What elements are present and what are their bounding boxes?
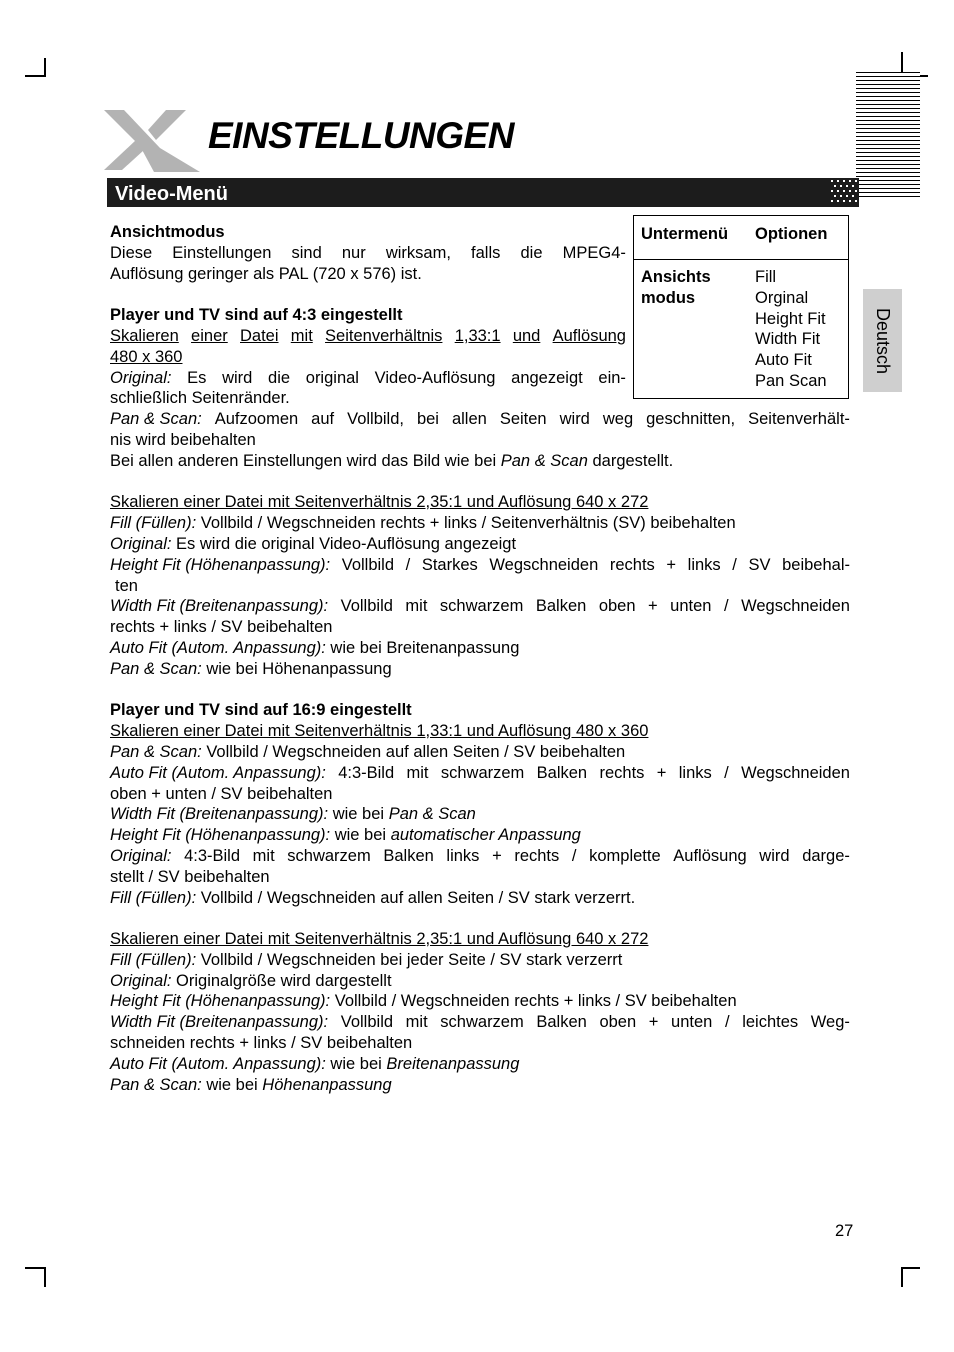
paragraph-line: Fill (Füllen): Vollbild / Wegschneiden auf allen Seiten / SV stark verzerrt. [110,888,636,907]
crop-mark-bottom-right [901,1267,920,1269]
paragraph-line: Original: Es wird die original Video-Auflösung angezeigt [110,534,517,553]
paragraph-line: rechts + links / SV beibehalten [110,618,333,637]
crop-mark-bottom-right-v [901,1267,903,1287]
paragraph-line: Pan & Scan: wie bei Höhenanpassung [110,659,392,678]
crop-mark-top-left-h [25,75,46,77]
paragraph-line: schneiden rechts + links / SV beibehalten [110,1034,413,1053]
table-row-label-1: Ansichts [641,268,711,286]
paragraph-line: Pan & Scan: Aufzoomen auf Vollbild, bei allen Seiten wird weg geschnitten, Seitenverhält- [110,410,850,429]
subheading-line: Skalieren einer Datei mit Seitenverhältnis 1,33:1 und Auflösung 480 x 360 [110,722,649,741]
option-item: Orginal [755,288,809,307]
paragraph-line: Fill (Füllen): Vollbild / Wegschneiden rechts + links / Seitenverhältnis (SV) beibehalten [110,514,736,533]
subheading-line: Skalieren einer Datei mit Seitenverhältnis 2,35:1 und Auflösung 640 x 272 [110,930,649,949]
paragraph-line: Height Fit (Höhenanpassung): wie bei automatischer Anpassung [110,826,581,845]
subheading-line: Skalieren einer Datei mit Seitenverhältnis 1,33:1 und Auflösung [110,326,626,345]
paragraph-line: Width Fit (Breitenanpassung): wie bei Pan & Scan [110,805,476,824]
heading-ansichtmodus: Ansichtmodus [110,223,225,241]
subheading-line: 480 x 360 [110,347,183,366]
language-tab-label: Deutsch [872,307,893,374]
paragraph-line: ten [115,576,138,595]
language-tab [863,289,902,392]
paragraph-line: Pan & Scan: Vollbild / Wegschneiden auf allen Seiten / SV beibehalten [110,742,626,761]
crop-mark-bottom-left [25,1267,46,1269]
paragraph-line: Diese Einstellungen sind nur wirksam, falls die MPEG4- [110,243,626,262]
paragraph-line: Auflösung geringer als PAL (720 x 576) ist. [110,264,422,283]
paragraph-line: nis wird beibehalten [110,430,256,449]
table-row-label-2: modus [641,289,696,307]
paragraph-line: Original: Originalgröße wird dargestellt [110,971,392,990]
table-header-submenu: Untermenü [641,225,729,243]
paragraph-line: Original: 4:3-Bild mit schwarzem Balken links + rechts / komplette Auflösung wird darge- [110,846,850,865]
option-item: Pan Scan [755,371,827,390]
decorative-stripes [856,72,920,200]
heading-4-3: Player und TV sind auf 4:3 eingestellt [110,306,403,325]
section-header-bar [107,178,859,207]
option-item: Height Fit [755,309,826,328]
paragraph-line: oben + unten / SV beibehalten [110,784,333,803]
paragraph-line: Fill (Füllen): Vollbild / Wegschneiden bei jeder Seite / SV stark verzerrt [110,950,623,969]
paragraph-line: stellt / SV beibehalten [110,867,270,886]
paragraph-line: schließlich Seitenränder. [110,389,290,408]
paragraph-line: Auto Fit (Autom. Anpassung): 4:3-Bild mit schwarzem Balken rechts + links / Wegschneiden [110,763,850,782]
paragraph-line: Width Fit (Breitenanpassung): Vollbild mit schwarzem Balken oben + unten / leichtes Weg- [110,1013,850,1032]
page-number: 27 [835,1222,854,1240]
heading-16-9: Player und TV sind auf 16:9 eingestellt [110,701,412,720]
subheading-line: Skalieren einer Datei mit Seitenverhältnis 2,35:1 und Auflösung 640 x 272 [110,493,649,512]
crop-mark-bottom-left-v [44,1267,46,1287]
section-title: Video-Menü [115,183,228,205]
paragraph-line: Auto Fit (Autom. Anpassung): wie bei Breitenanpassung [110,638,520,657]
table-header-options: Optionen [755,225,828,243]
main-text [110,222,850,1095]
brand-x-logo [100,108,204,174]
paragraph-line: Width Fit (Breitenanpassung): Vollbild mit schwarzem Balken oben + unten / Wegschneiden [110,597,850,616]
option-item: Fill [755,268,777,286]
paragraph-line: Height Fit (Höhenanpassung): Vollbild / Wegschneiden rechts + links / SV beibehalten [110,992,737,1011]
section-bar-dots [827,178,859,207]
page-title: EINSTELLUNGEN [208,115,514,156]
option-item: Width Fit [755,330,821,349]
paragraph-line: Original: Es wird die original Video-Auflösung angezeigt ein- [110,368,626,387]
option-item: Auto Fit [755,351,812,370]
paragraph-line: Bei allen anderen Einstellungen wird das Bild wie bei Pan & Scan dargestellt. [110,451,674,470]
paragraph-line: Pan & Scan: wie bei Höhenanpassung [110,1075,392,1094]
paragraph-line: Height Fit (Höhenanpassung): Vollbild / Starkes Wegschneiden rechts + links / SV beibehal- [110,555,850,574]
paragraph-line: Auto Fit (Autom. Anpassung): wie bei Breitenanpassung [110,1054,520,1073]
